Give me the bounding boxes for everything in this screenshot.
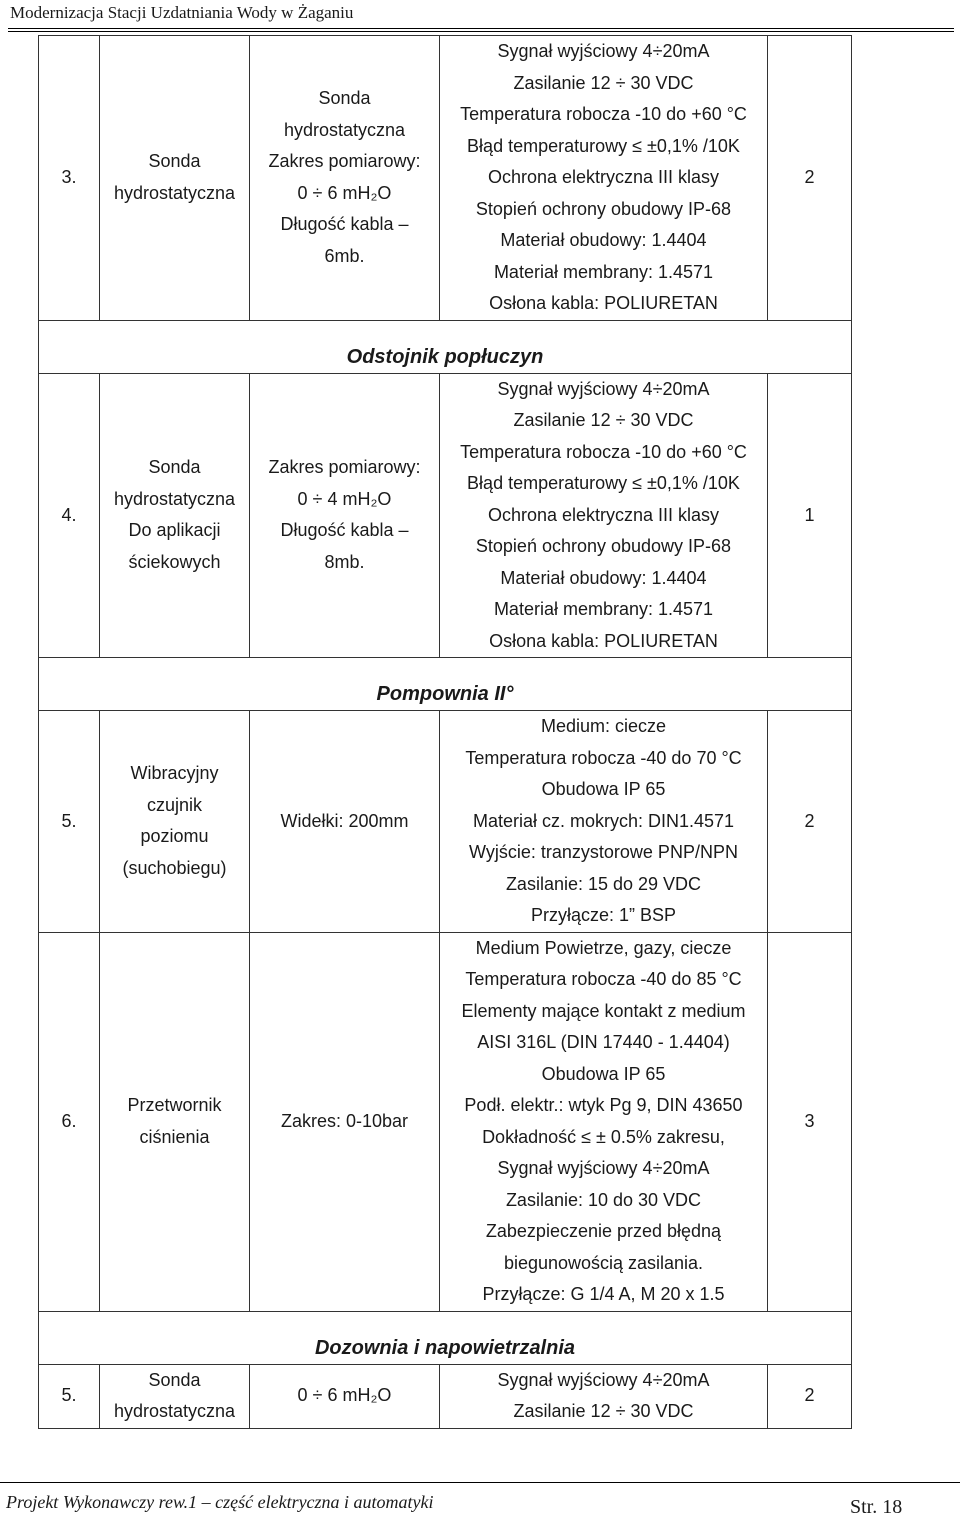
specification-line: Medium Powietrze, gazy, ciecze: [475, 937, 732, 958]
specification-line: Osłona kabla: POLIURETAN: [489, 293, 718, 313]
specification-line: Temperatura robocza -40 do 85 °C: [465, 969, 742, 989]
measurement-range-line: 0 ÷ 4 mH₂O: [297, 488, 392, 509]
row-number: 4.: [39, 373, 100, 658]
device-name-line: Wibracyjny: [130, 763, 219, 784]
table-row: [39, 932, 852, 1311]
measurement-range: [250, 36, 440, 321]
document-title: Modernizacja Stacji Uzdatniania Wody w Żaganiu: [10, 3, 354, 22]
specification-line: Zasilanie 12 ÷ 30 VDC: [513, 1401, 694, 1421]
device-name: [100, 373, 250, 658]
specification-line: Materiał membrany: 1.4571: [493, 599, 714, 619]
device-name-line: Sonda: [148, 1369, 201, 1390]
specification-line: Sygnał wyjściowy 4÷20mA: [497, 1369, 710, 1390]
device-name-line: hydrostatyczna: [113, 182, 236, 203]
section-heading: Dozownia i napowietrzalnia: [39, 1311, 852, 1364]
specification-line: Zasilanie: 10 do 30 VDC: [505, 1189, 702, 1210]
footer-rule: [0, 1482, 960, 1483]
specification-line: Temperatura robocza -10 do +60 °C: [460, 441, 747, 462]
device-name-line: Przetwornik: [127, 1095, 222, 1115]
device-name-line: Sonda: [148, 457, 201, 478]
measurement-range: [250, 711, 440, 933]
measurement-range-line: 0 ÷ 6 mH₂O: [297, 1385, 392, 1406]
device-name-line: poziomu: [140, 826, 209, 847]
specification-line: Podł. elektr.: wtyk Pg 9, DIN 43650: [464, 1095, 743, 1115]
table-row: [39, 373, 852, 658]
device-name-line: hydrostatyczna: [113, 1401, 236, 1421]
specification-line: Osłona kabla: POLIURETAN: [489, 630, 718, 651]
specification-line: Zabezpieczenie przed błędną: [485, 1221, 722, 1241]
specification: [440, 932, 768, 1311]
specification-line: Obudowa IP 65: [541, 1063, 666, 1084]
specification-line: Materiał obudowy: 1.4404: [500, 567, 707, 588]
specification-line: Zasilanie: 15 do 29 VDC: [505, 873, 702, 894]
section-row: [39, 1311, 852, 1364]
specification-line: Materiał membrany: 1.4571: [493, 261, 714, 282]
table-row: [39, 1364, 852, 1428]
measurement-range: [250, 932, 440, 1311]
measurement-range-line: 6mb.: [324, 245, 365, 266]
measurement-range-line: Zakres pomiarowy:: [268, 457, 421, 478]
measurement-range-line: 0 ÷ 6 mH₂O: [297, 182, 392, 203]
section-heading: Pompownia II°: [39, 658, 852, 711]
section-row: [39, 320, 852, 373]
measurement-range-line: Zakres: 0-10bar: [280, 1110, 409, 1131]
header-rule: [8, 31, 954, 32]
specification-line: Sygnał wyjściowy 4÷20mA: [497, 378, 710, 399]
device-name-line: ściekowych: [128, 551, 221, 572]
equipment-spec-table: [38, 35, 852, 1429]
device-name-line: ciśnienia: [139, 1126, 210, 1147]
specification-line: Ochrona elektryczna III klasy: [487, 167, 720, 187]
specification-line: AISI 316L (DIN 17440 - 1.4404): [477, 1032, 730, 1052]
page-number: Str. 18: [850, 1496, 903, 1518]
specification-line: Materiał cz. mokrych: DIN1.4571: [472, 810, 735, 831]
quantity: 3: [768, 932, 852, 1311]
specification: [440, 373, 768, 658]
specification-line: Wyjście: tranzystorowe PNP/NPN: [469, 842, 738, 862]
table-row: [39, 36, 852, 321]
device-name-line: (suchobiegu): [122, 857, 227, 878]
row-number: 5.: [39, 711, 100, 933]
measurement-range-line: Długość kabla –: [280, 214, 409, 235]
measurement-range: [250, 1364, 440, 1428]
spec-table-body: [39, 36, 852, 1429]
specification-line: Sygnał wyjściowy 4÷20mA: [497, 41, 710, 61]
measurement-range: [250, 373, 440, 658]
device-name: [100, 932, 250, 1311]
device-name-line: Do aplikacji: [128, 520, 221, 541]
specification-line: Sygnał wyjściowy 4÷20mA: [497, 1158, 710, 1178]
measurement-range-line: Widełki: 200mm: [280, 810, 409, 831]
quantity: 2: [768, 36, 852, 321]
specification-line: Temperatura robocza -40 do 70 °C: [465, 747, 742, 768]
page-footer: [0, 1478, 960, 1516]
specification: [440, 36, 768, 321]
measurement-range-line: Długość kabla –: [280, 520, 409, 541]
specification-line: Błąd temperaturowy ≤ ±0,1% /10K: [467, 135, 740, 156]
specification-line: Zasilanie 12 ÷ 30 VDC: [513, 410, 694, 430]
specification-line: Medium: ciecze: [540, 716, 667, 736]
specification-line: Ochrona elektryczna III klasy: [487, 504, 720, 525]
device-name-line: hydrostatyczna: [113, 488, 236, 509]
row-number: 6.: [39, 932, 100, 1311]
specification-line: Obudowa IP 65: [541, 779, 666, 799]
specification: [440, 711, 768, 933]
device-name: [100, 36, 250, 321]
specification-line: biegunowością zasilania.: [503, 1252, 704, 1273]
footer-project-label: Projekt Wykonawczy rew.1 – część elektryczna i automatyki: [6, 1492, 434, 1512]
page-header: [8, 0, 954, 29]
section-row: [39, 658, 852, 711]
specification-line: Dokładność ≤ ± 0.5% zakresu,: [482, 1126, 725, 1147]
row-number: 3.: [39, 36, 100, 321]
specification-line: Temperatura robocza -10 do +60 °C: [460, 104, 747, 124]
specification-line: Stopień ochrony obudowy IP-68: [475, 198, 732, 219]
quantity: 2: [768, 1364, 852, 1428]
device-name: [100, 1364, 250, 1428]
measurement-range-line: Zakres pomiarowy:: [268, 151, 421, 172]
device-name-line: czujnik: [146, 794, 203, 815]
section-heading: Odstojnik popłuczyn: [39, 320, 852, 373]
device-name: [100, 711, 250, 933]
specification-line: Elementy mające kontakt z medium: [461, 1000, 746, 1021]
quantity: 1: [768, 373, 852, 658]
specification-line: Stopień ochrony obudowy IP-68: [475, 536, 732, 556]
device-name-line: Sonda: [148, 151, 201, 172]
quantity: 2: [768, 711, 852, 933]
table-row: [39, 711, 852, 933]
specification-line: Przyłącze: G 1/4 A, M 20 x 1.5: [482, 1284, 725, 1304]
measurement-range-line: Sonda: [318, 88, 371, 109]
measurement-range-line: 8mb.: [324, 551, 365, 572]
specification-line: Materiał obudowy: 1.4404: [500, 230, 707, 250]
row-number: 5.: [39, 1364, 100, 1428]
specification-line: Błąd temperaturowy ≤ ±0,1% /10K: [467, 473, 740, 493]
specification: [440, 1364, 768, 1428]
specification-line: Przyłącze: 1” BSP: [530, 905, 677, 925]
measurement-range-line: hydrostatyczna: [283, 119, 406, 140]
specification-line: Zasilanie 12 ÷ 30 VDC: [513, 72, 694, 93]
